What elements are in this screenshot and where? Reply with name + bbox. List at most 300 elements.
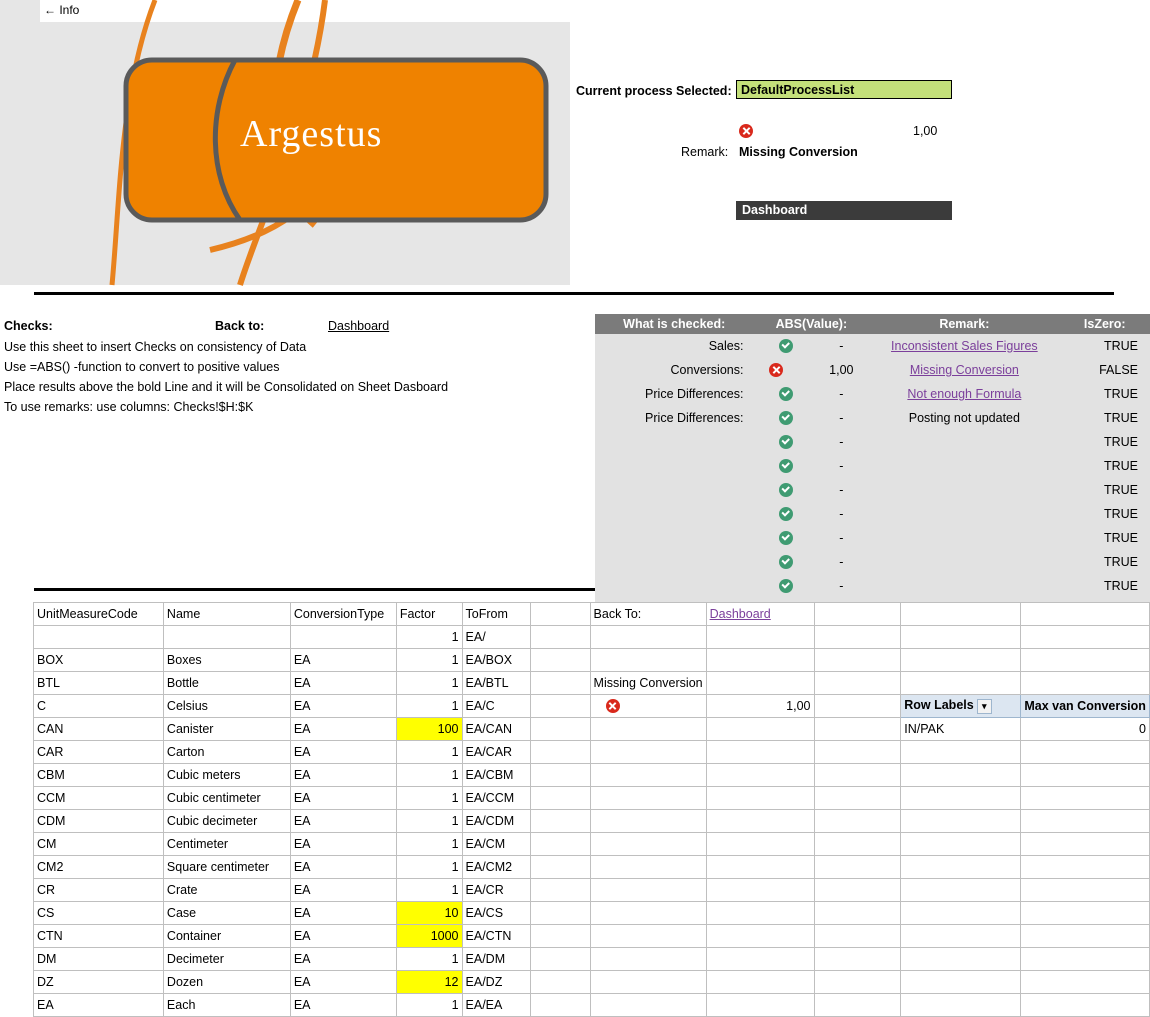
grid-cell[interactable] <box>1021 626 1150 649</box>
check-abs-value: - <box>839 339 843 353</box>
grid-cell[interactable] <box>814 879 901 902</box>
cell-name[interactable] <box>163 626 290 649</box>
grid-cell[interactable] <box>901 902 1021 925</box>
grid-cell[interactable] <box>901 856 1021 879</box>
cell-unit-measure-code[interactable]: CDM <box>34 810 164 833</box>
checks-table-row <box>595 334 1150 358</box>
cell-factor[interactable]: 1000 <box>396 925 462 948</box>
grid-cell[interactable] <box>531 810 590 833</box>
grid-row <box>34 626 1150 649</box>
check-status-cell <box>753 478 869 502</box>
cell-unit-measure-code[interactable]: CTN <box>34 925 164 948</box>
cell-unit-measure-code[interactable]: C <box>34 695 164 718</box>
grid-cell[interactable] <box>814 787 901 810</box>
cell-tofrom[interactable]: EA/DM <box>462 948 531 971</box>
grid-cell[interactable] <box>1021 856 1150 879</box>
grid-cell[interactable] <box>814 833 901 856</box>
grid-cell[interactable] <box>814 994 901 1017</box>
grid-cell[interactable] <box>590 925 706 948</box>
check-abs-value: - <box>839 483 843 497</box>
cell-tofrom[interactable]: EA/CAR <box>462 741 531 764</box>
grid-cell[interactable] <box>706 925 814 948</box>
cell-tofrom[interactable]: EA/CR <box>462 879 531 902</box>
grid-cell[interactable] <box>706 649 814 672</box>
cell-factor[interactable]: 1 <box>396 856 462 879</box>
grid-cell[interactable] <box>901 764 1021 787</box>
check-abs-value: - <box>839 555 843 569</box>
info-back-button[interactable]: ← Info <box>40 0 120 22</box>
grid-cell[interactable] <box>1021 764 1150 787</box>
cell-name[interactable]: Crate <box>163 879 290 902</box>
cell-tofrom[interactable]: EA/CM <box>462 833 531 856</box>
grid-cell[interactable] <box>590 787 706 810</box>
grid-cell[interactable] <box>814 741 901 764</box>
grid-cell[interactable] <box>901 787 1021 810</box>
error-circle-icon <box>739 124 753 138</box>
grid-row <box>34 649 1150 672</box>
check-name <box>595 478 753 502</box>
checks-table-row <box>595 526 1150 550</box>
cell-conversion-type[interactable]: EA <box>290 856 396 879</box>
grid-cell[interactable] <box>1021 948 1150 971</box>
check-name: Price Differences: <box>595 406 753 430</box>
grid-cell[interactable] <box>706 856 814 879</box>
cell-factor[interactable]: 1 <box>396 948 462 971</box>
cell-name[interactable]: Container <box>163 925 290 948</box>
grid-row <box>34 879 1150 902</box>
uom-grid <box>33 602 1150 1017</box>
grid-cell[interactable] <box>814 925 901 948</box>
grid-cell[interactable] <box>901 879 1021 902</box>
check-remark <box>869 526 1059 550</box>
col-iszero: IsZero: <box>1060 314 1150 334</box>
grid-cell[interactable] <box>814 948 901 971</box>
checks-table-header-row <box>595 314 1150 334</box>
check-iszero: TRUE <box>1060 334 1150 358</box>
cell-unit-measure-code[interactable]: CM2 <box>34 856 164 879</box>
grid-cell[interactable] <box>1021 810 1150 833</box>
check-remark-link[interactable]: Inconsistent Sales Figures <box>891 339 1038 353</box>
grid-cell[interactable] <box>706 626 814 649</box>
cell-unit-measure-code[interactable]: DZ <box>34 971 164 994</box>
grid-cell[interactable] <box>706 994 814 1017</box>
grid-row <box>34 787 1150 810</box>
checks-table-row <box>595 502 1150 526</box>
checks-help-line-3: Place results above the bold Line and it will be Consolidated on Sheet Dasboard <box>4 380 448 394</box>
grid-cell[interactable] <box>814 971 901 994</box>
cell-conversion-type[interactable]: EA <box>290 741 396 764</box>
cell-tofrom[interactable]: EA/ <box>462 626 531 649</box>
grid-cell[interactable] <box>706 764 814 787</box>
grid-header-cell <box>706 603 814 626</box>
grid-header-cell: UnitMeasureCode <box>34 603 164 626</box>
check-abs-value: - <box>839 579 843 593</box>
grid-cell[interactable] <box>706 879 814 902</box>
cell-factor[interactable]: 1 <box>396 994 462 1017</box>
logo-wordmark: Argestus <box>240 112 382 156</box>
cell-conversion-type[interactable]: EA <box>290 695 396 718</box>
grid-cell[interactable] <box>590 971 706 994</box>
cell-unit-measure-code[interactable]: CS <box>34 902 164 925</box>
cell-tofrom[interactable]: EA/C <box>462 695 531 718</box>
grid-header-cell <box>814 603 901 626</box>
checks-table <box>595 314 1150 646</box>
check-remark <box>869 430 1059 454</box>
check-remark[interactable] <box>869 358 1059 382</box>
cell-conversion-type[interactable]: EA <box>290 994 396 1017</box>
remark-label: Remark: <box>681 145 728 159</box>
cell-name[interactable]: Square centimeter <box>163 856 290 879</box>
grid-cell[interactable] <box>706 741 814 764</box>
cell-factor[interactable]: 100 <box>396 718 462 741</box>
grid-cell[interactable] <box>590 810 706 833</box>
grid-cell[interactable] <box>901 672 1021 695</box>
check-remark-link[interactable]: Missing Conversion <box>910 363 1019 377</box>
grid-cell[interactable] <box>531 718 590 741</box>
grid-cell[interactable] <box>531 626 590 649</box>
cell-conversion-type[interactable]: EA <box>290 764 396 787</box>
grid-header-cell: ToFrom <box>462 603 531 626</box>
grid-row <box>34 695 1150 718</box>
pivot-filter-icon[interactable]: ▾ <box>977 699 992 714</box>
cell-conversion-type[interactable]: EA <box>290 810 396 833</box>
pivot-row-label: IN/PAK <box>901 718 1021 741</box>
cell-name[interactable]: Cubic meters <box>163 764 290 787</box>
cell-name[interactable]: Cubic decimeter <box>163 810 290 833</box>
grid-cell[interactable] <box>814 718 901 741</box>
cell-name[interactable]: Decimeter <box>163 948 290 971</box>
check-iszero: TRUE <box>1060 406 1150 430</box>
cell-factor[interactable]: 1 <box>396 879 462 902</box>
col-remark: Remark: <box>869 314 1059 334</box>
grid-cell[interactable] <box>590 879 706 902</box>
cell-factor[interactable]: 1 <box>396 764 462 787</box>
check-remark-link[interactable]: Not enough Formula <box>907 387 1021 401</box>
check-circle-icon <box>779 483 793 497</box>
check-name <box>595 526 753 550</box>
banner-left-strip <box>0 0 40 285</box>
grid-header-cell: ConversionType <box>290 603 396 626</box>
grid-cell[interactable] <box>531 948 590 971</box>
grid-cell[interactable] <box>1021 925 1150 948</box>
cell-name[interactable]: Carton <box>163 741 290 764</box>
grid-header-cell <box>1021 603 1150 626</box>
checks-table-row <box>595 550 1150 574</box>
checks-table-row <box>595 382 1150 406</box>
check-remark[interactable] <box>869 334 1059 358</box>
grid-cell[interactable] <box>531 764 590 787</box>
check-iszero: TRUE <box>1060 574 1150 598</box>
grid-cell[interactable] <box>1021 879 1150 902</box>
cell-name[interactable]: Bottle <box>163 672 290 695</box>
cell-tofrom[interactable]: EA/CDM <box>462 810 531 833</box>
divider-top <box>34 292 1114 295</box>
grid-cell[interactable] <box>706 902 814 925</box>
grid-row <box>34 764 1150 787</box>
cell-tofrom[interactable]: EA/BTL <box>462 672 531 695</box>
grid-header-row <box>34 603 1150 626</box>
cell-conversion-type[interactable]: EA <box>290 902 396 925</box>
cell-name[interactable]: Canister <box>163 718 290 741</box>
check-abs-value: 1,00 <box>829 363 853 377</box>
grid-cell[interactable] <box>706 810 814 833</box>
cell-tofrom[interactable]: EA/EA <box>462 994 531 1017</box>
cell-factor[interactable]: 10 <box>396 902 462 925</box>
checks-back-to-link[interactable]: Dashboard <box>328 319 389 333</box>
grid-cell[interactable] <box>1021 971 1150 994</box>
cell-unit-measure-code[interactable]: CAR <box>34 741 164 764</box>
grid-cell[interactable] <box>590 833 706 856</box>
check-iszero: TRUE <box>1060 454 1150 478</box>
cell-factor[interactable]: 1 <box>396 810 462 833</box>
cell-unit-measure-code[interactable]: BTL <box>34 672 164 695</box>
check-name <box>595 550 753 574</box>
col-what-is-checked: What is checked: <box>595 314 753 334</box>
cell-name[interactable]: Each <box>163 994 290 1017</box>
grid-row <box>34 994 1150 1017</box>
cell-conversion-type[interactable]: EA <box>290 879 396 902</box>
checks-table-row <box>595 406 1150 430</box>
grid-row <box>34 810 1150 833</box>
grid-header-cell: Factor <box>396 603 462 626</box>
cell-conversion-type[interactable]: EA <box>290 649 396 672</box>
cell-tofrom[interactable]: EA/CCM <box>462 787 531 810</box>
check-abs-value: - <box>839 459 843 473</box>
check-status-cell <box>753 430 869 454</box>
grid-cell[interactable] <box>531 971 590 994</box>
cell-tofrom[interactable]: EA/CBM <box>462 764 531 787</box>
check-remark[interactable] <box>869 382 1059 406</box>
checks-back-to-label: Back to: <box>215 319 264 333</box>
pivot-value-header[interactable]: Max van Conversion <box>1021 695 1150 718</box>
checks-table-body <box>595 334 1150 646</box>
grid-cell[interactable] <box>814 810 901 833</box>
grid-header-cell <box>901 603 1021 626</box>
cell-tofrom[interactable]: EA/BOX <box>462 649 531 672</box>
col-abs-value: ABS(Value): <box>753 314 869 334</box>
check-iszero: TRUE <box>1060 526 1150 550</box>
dashboard-title: Dashboard <box>736 201 952 220</box>
grid-cell[interactable] <box>590 764 706 787</box>
grid-cell[interactable] <box>814 902 901 925</box>
cell-name[interactable]: Cubic centimeter <box>163 787 290 810</box>
cell-tofrom[interactable]: EA/CTN <box>462 925 531 948</box>
missing-conversion-value: 1,00 <box>706 695 814 718</box>
grid-cell[interactable] <box>706 787 814 810</box>
grid-cell[interactable] <box>706 971 814 994</box>
check-remark <box>869 574 1059 598</box>
grid-cell[interactable] <box>814 649 901 672</box>
check-circle-icon <box>779 435 793 449</box>
grid-cell[interactable] <box>590 902 706 925</box>
grid-row <box>34 925 1150 948</box>
grid-cell[interactable] <box>531 925 590 948</box>
grid-cell[interactable] <box>814 695 901 718</box>
check-iszero: TRUE <box>1060 382 1150 406</box>
cell-tofrom[interactable]: EA/DZ <box>462 971 531 994</box>
check-status-cell <box>753 358 869 382</box>
cell-unit-measure-code[interactable] <box>34 626 164 649</box>
check-name <box>595 574 753 598</box>
cell-conversion-type[interactable]: EA <box>290 971 396 994</box>
check-circle-icon <box>779 507 793 521</box>
grid-cell[interactable] <box>590 741 706 764</box>
check-iszero: TRUE <box>1060 478 1150 502</box>
grid-cell[interactable] <box>706 718 814 741</box>
grid-cell[interactable] <box>531 994 590 1017</box>
check-status-cell <box>753 406 869 430</box>
checks-help-line-2: Use =ABS() -function to convert to positive values <box>4 360 279 374</box>
check-abs-value: - <box>839 507 843 521</box>
missing-conversion-label: Missing Conversion <box>590 672 706 695</box>
grid-cell[interactable] <box>1021 994 1150 1017</box>
error-circle-icon <box>606 699 620 713</box>
grid-cell[interactable] <box>531 879 590 902</box>
grid-cell[interactable] <box>901 994 1021 1017</box>
grid-cell[interactable] <box>814 626 901 649</box>
check-circle-icon <box>779 387 793 401</box>
grid-cell[interactable] <box>901 649 1021 672</box>
cell-factor[interactable]: 1 <box>396 626 462 649</box>
cell-unit-measure-code[interactable]: CR <box>34 879 164 902</box>
grid-cell[interactable] <box>531 833 590 856</box>
grid-cell[interactable] <box>814 764 901 787</box>
grid-cell[interactable] <box>706 833 814 856</box>
grid-cell[interactable] <box>1021 672 1150 695</box>
cell-conversion-type[interactable]: EA <box>290 948 396 971</box>
cell-name[interactable]: Dozen <box>163 971 290 994</box>
cell-factor[interactable]: 1 <box>396 787 462 810</box>
check-status-cell <box>753 550 869 574</box>
cell-name[interactable]: Boxes <box>163 649 290 672</box>
grid-cell[interactable] <box>531 741 590 764</box>
check-status-cell <box>753 574 869 598</box>
grid-cell[interactable] <box>901 741 1021 764</box>
checks-help-line-4: To use remarks: use columns: Checks!$H:$K <box>4 400 253 414</box>
cell-factor[interactable]: 1 <box>396 741 462 764</box>
grid-cell[interactable] <box>590 649 706 672</box>
cell-conversion-type[interactable]: EA <box>290 672 396 695</box>
check-iszero: TRUE <box>1060 502 1150 526</box>
cell-factor[interactable]: 12 <box>396 971 462 994</box>
cell-conversion-type[interactable]: EA <box>290 833 396 856</box>
grid-cell[interactable] <box>590 626 706 649</box>
grid-cell[interactable] <box>901 925 1021 948</box>
cell-factor[interactable]: 1 <box>396 672 462 695</box>
cell-unit-measure-code[interactable]: CCM <box>34 787 164 810</box>
grid-cell[interactable] <box>590 994 706 1017</box>
pivot-row-labels-header[interactable]: Row Labels ▾ <box>901 695 1021 718</box>
check-circle-icon <box>779 579 793 593</box>
grid-cell[interactable] <box>1021 902 1150 925</box>
grid-cell[interactable] <box>1021 787 1150 810</box>
back-to-label: Back To: <box>590 603 706 626</box>
grid-header-cell: Name <box>163 603 290 626</box>
grid-row <box>34 833 1150 856</box>
grid-cell[interactable] <box>531 672 590 695</box>
grid-row <box>34 741 1150 764</box>
cell-name[interactable]: Celsius <box>163 695 290 718</box>
argestus-logo <box>60 0 580 285</box>
cell-unit-measure-code[interactable]: CM <box>34 833 164 856</box>
grid-cell[interactable] <box>531 649 590 672</box>
check-name: Conversions: <box>595 358 753 382</box>
grid-cell[interactable] <box>814 672 901 695</box>
cell-unit-measure-code[interactable]: BOX <box>34 649 164 672</box>
grid-cell[interactable] <box>531 902 590 925</box>
cell-unit-measure-code[interactable]: CAN <box>34 718 164 741</box>
check-status-cell <box>753 502 869 526</box>
check-remark <box>869 454 1059 478</box>
check-circle-icon <box>779 555 793 569</box>
grid-cell[interactable] <box>814 856 901 879</box>
checks-help-line-1: Use this sheet to insert Checks on consistency of Data <box>4 340 306 354</box>
grid-cell[interactable] <box>531 787 590 810</box>
error-circle-icon <box>769 363 783 377</box>
current-process-label: Current process Selected: <box>576 84 732 98</box>
cell-tofrom[interactable]: EA/CM2 <box>462 856 531 879</box>
check-abs-value: - <box>839 387 843 401</box>
grid-cell[interactable] <box>706 948 814 971</box>
grid-cell[interactable] <box>1021 833 1150 856</box>
cell-unit-measure-code[interactable]: DM <box>34 948 164 971</box>
check-iszero: FALSE <box>1060 358 1150 382</box>
check-remark <box>869 502 1059 526</box>
grid-cell[interactable] <box>1021 741 1150 764</box>
grid-cell[interactable] <box>531 856 590 879</box>
grid-cell[interactable] <box>901 971 1021 994</box>
cell-name[interactable]: Centimeter <box>163 833 290 856</box>
cell-conversion-type[interactable]: EA <box>290 787 396 810</box>
grid-cell[interactable] <box>1021 649 1150 672</box>
grid-cell[interactable] <box>706 672 814 695</box>
grid-cell[interactable] <box>531 695 590 718</box>
grid-row <box>34 672 1150 695</box>
cell-factor[interactable]: 1 <box>396 833 462 856</box>
grid-cell[interactable] <box>901 948 1021 971</box>
cell-factor[interactable]: 1 <box>396 649 462 672</box>
grid-cell[interactable] <box>901 810 1021 833</box>
grid-cell[interactable] <box>590 718 706 741</box>
checks-sheet-title: Checks: <box>4 319 53 333</box>
check-name <box>595 502 753 526</box>
cell-conversion-type[interactable]: EA <box>290 925 396 948</box>
cell-factor[interactable]: 1 <box>396 695 462 718</box>
cell-tofrom[interactable]: EA/CS <box>462 902 531 925</box>
cell-unit-measure-code[interactable]: EA <box>34 994 164 1017</box>
check-name <box>595 454 753 478</box>
missing-conversion-status <box>590 695 706 718</box>
checks-value: 1,00 <box>913 124 937 138</box>
check-circle-icon <box>779 459 793 473</box>
grid-cell[interactable] <box>590 948 706 971</box>
grid-cell[interactable] <box>590 856 706 879</box>
grid-cell[interactable] <box>901 626 1021 649</box>
cell-unit-measure-code[interactable]: CBM <box>34 764 164 787</box>
cell-conversion-type[interactable] <box>290 626 396 649</box>
cell-conversion-type[interactable]: EA <box>290 718 396 741</box>
banner <box>0 0 1150 285</box>
cell-name[interactable]: Case <box>163 902 290 925</box>
grid-back-to-link[interactable]: Dashboard <box>710 607 771 621</box>
check-abs-value: - <box>839 411 843 425</box>
cell-tofrom[interactable]: EA/CAN <box>462 718 531 741</box>
pivot-row-value: 0 <box>1021 718 1150 741</box>
check-name: Price Differences: <box>595 382 753 406</box>
grid-row <box>34 971 1150 994</box>
grid-cell[interactable] <box>901 833 1021 856</box>
check-remark <box>869 550 1059 574</box>
